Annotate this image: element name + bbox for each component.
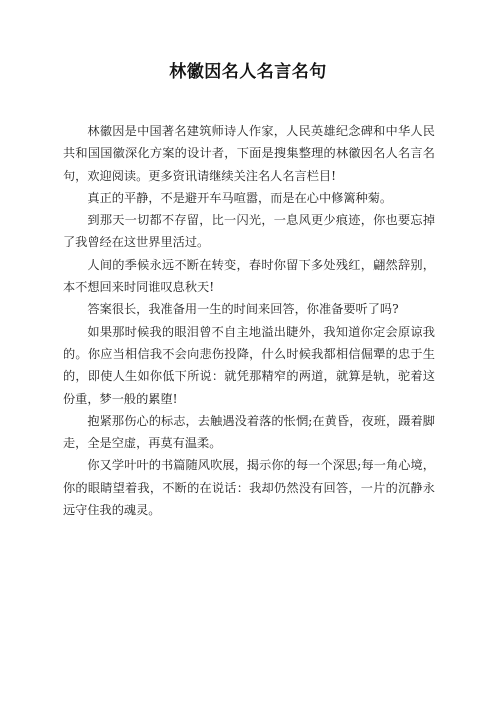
quote-paragraph: 你又学叶叶的书篇随风吹展，揭示你的每一个深思;每一角心境，你的眼睛望着我，不断的在说话：我却仍然没有回答，一片的沉静永远守住我的魂灵。 bbox=[63, 458, 435, 518]
quote-paragraph: 答案很长，我准备用一生的时间来回答，你准备要听了吗? bbox=[87, 302, 399, 317]
document-title: 林徽因名人名言名句 bbox=[169, 62, 327, 82]
quote-paragraph: 真正的平静，不是避开车马喧嚣，而是在心中修篱种菊。 bbox=[87, 190, 393, 205]
quote-paragraph: 抱紧那伤心的标志，去触遇没着落的怅惘;在黄昏，夜班，蹑着脚走，全是空虚，再莫有温柔。 bbox=[63, 413, 435, 451]
document-body bbox=[63, 120, 435, 521]
paragraph-intro: 林徽因是中国著名建筑师诗人作家，人民英雄纪念碑和中华人民共和国国徽深化方案的设计者，下面是搜集整理的林徽因名人名言名句，欢迎阅读。更多资讯请继续关注名人名言栏目! bbox=[63, 124, 435, 183]
quote-paragraph: 如果那时候我的眼泪曾不自主地溢出睫外，我知道你定会原谅我的。你应当相信我不会向悲伤投降，什么时候我都相信倔犟的忠于生的，即使人生如你低下所说：就凭那精窄的两道，就算是轨，驼着这份重，梦一般的累堕! bbox=[63, 324, 435, 406]
quote-paragraph: 到那天一切都不存留，比一闪光，一息风更少痕迹，你也要忘掉了我曾经在这世界里活过。 bbox=[63, 213, 435, 250]
quote-paragraph: 人间的季候永远不断在转变，春时你留下多处残红，翩然辞别，本不想回来时同谁叹息秋天! bbox=[63, 257, 435, 295]
